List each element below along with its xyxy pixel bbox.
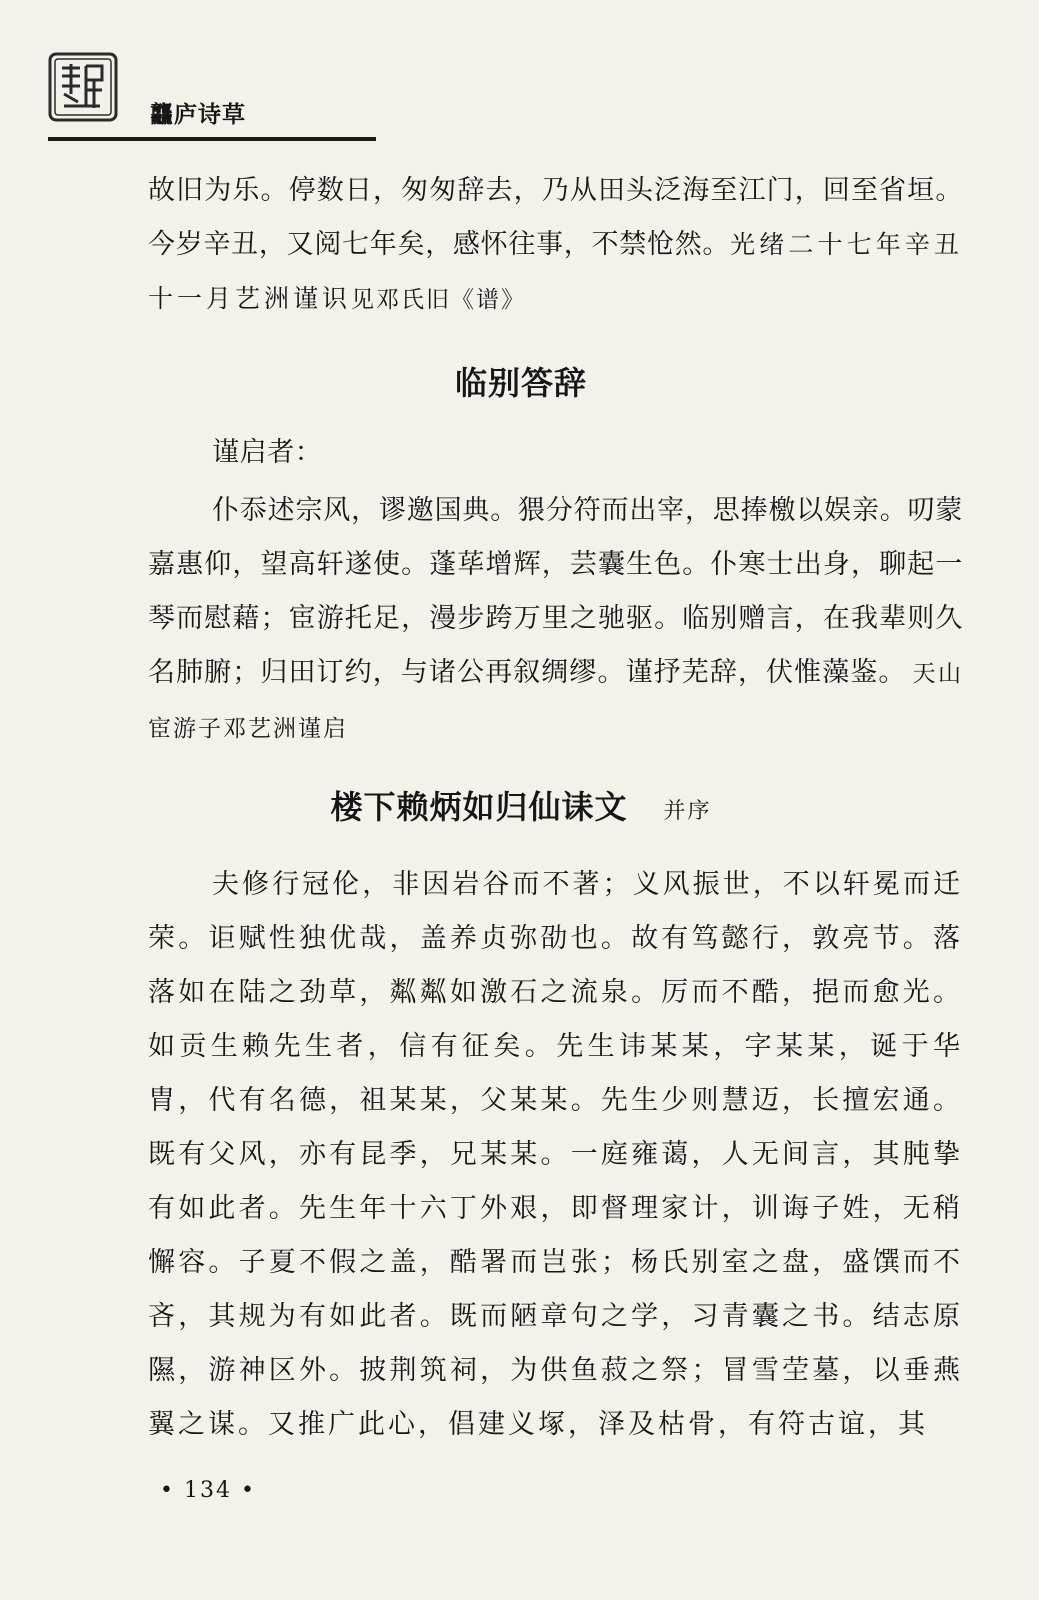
farewell-body [148, 484, 963, 756]
section-title-text: 楼下赖炳如归仙诔文 [330, 788, 628, 826]
continuation-paragraph [148, 164, 963, 327]
section-title-farewell [0, 358, 1042, 404]
salutation: 谨启者： [212, 437, 323, 468]
section-subtitle: 并序 [663, 799, 712, 824]
page-number: • 134 • [160, 1478, 256, 1503]
section-title-eulogy [0, 782, 1042, 828]
farewell-text: 仆忝述宗风，谬邀国典。猥分符而出宰，思捧檄以娱亲。叨蒙嘉惠仰，望高轩遂使。蓬荜增辉，芸囊生色。仆寒士出身，聊起一琴而慰藉；宦游托足，漫步跨万里之驰驱。临别赠言，在我辈则久名肺腑；归田订约，与诸公再叙绸缪。谨抒芜辞，伏惟藻鉴。 [148, 495, 963, 688]
source-note: 见邓氏旧《谱》 [351, 287, 527, 313]
eulogy-body: 夫修行冠伦，非因岩谷而不著；义风振世，不以轩冕而迁荣。讵赋性独优哉，盖养贞弥劭也。故有笃懿行，敦亮节。落落如在陆之劲草，粼粼如激石之流泉。厉而不酷，挹而愈光。如贡生赖先生者，信有征矣。先生讳某某，字某某，诞于华胄，代有名德，祖某某，父某某。先生少则慧迈，长擅宏通。既有父风，亦有昆季，兄某某。一庭雍蔼，人无间言，其肫挚有如此者。先生年十六丁外艰，即督理家计，训诲子姓，无稍懈容。子夏不假之盖，酷署而岂张；杨氏别室之盘，盛馔而不吝，其规为有如此者。既而陋章句之学，习青囊之书。结志原隰，游神区外。披荆筑祠，为供鱼菽之祭；冒雪茔墓，以垂燕翼之谋。又推广此心，倡建义塚，泽及枯骨，有符古谊，其 [148, 869, 963, 1440]
header-rule [48, 137, 376, 141]
running-header-title: 龘庐诗草 [150, 102, 246, 128]
section-title-text: 临别答辞 [454, 364, 587, 402]
date-signature: 光绪二十七年辛丑十一月艺洲谨识 [148, 230, 963, 313]
farewell-signature: 天山宦游子邓艺洲谨启 [148, 661, 964, 742]
continuation-text: 故旧为乐。停数日，匆匆辞去，乃从田头泛海至江门，回至省垣。今岁辛丑，又阅七年矣，感怀往事，不禁怆然。 [148, 175, 963, 260]
seal-stamp-icon [48, 52, 118, 122]
